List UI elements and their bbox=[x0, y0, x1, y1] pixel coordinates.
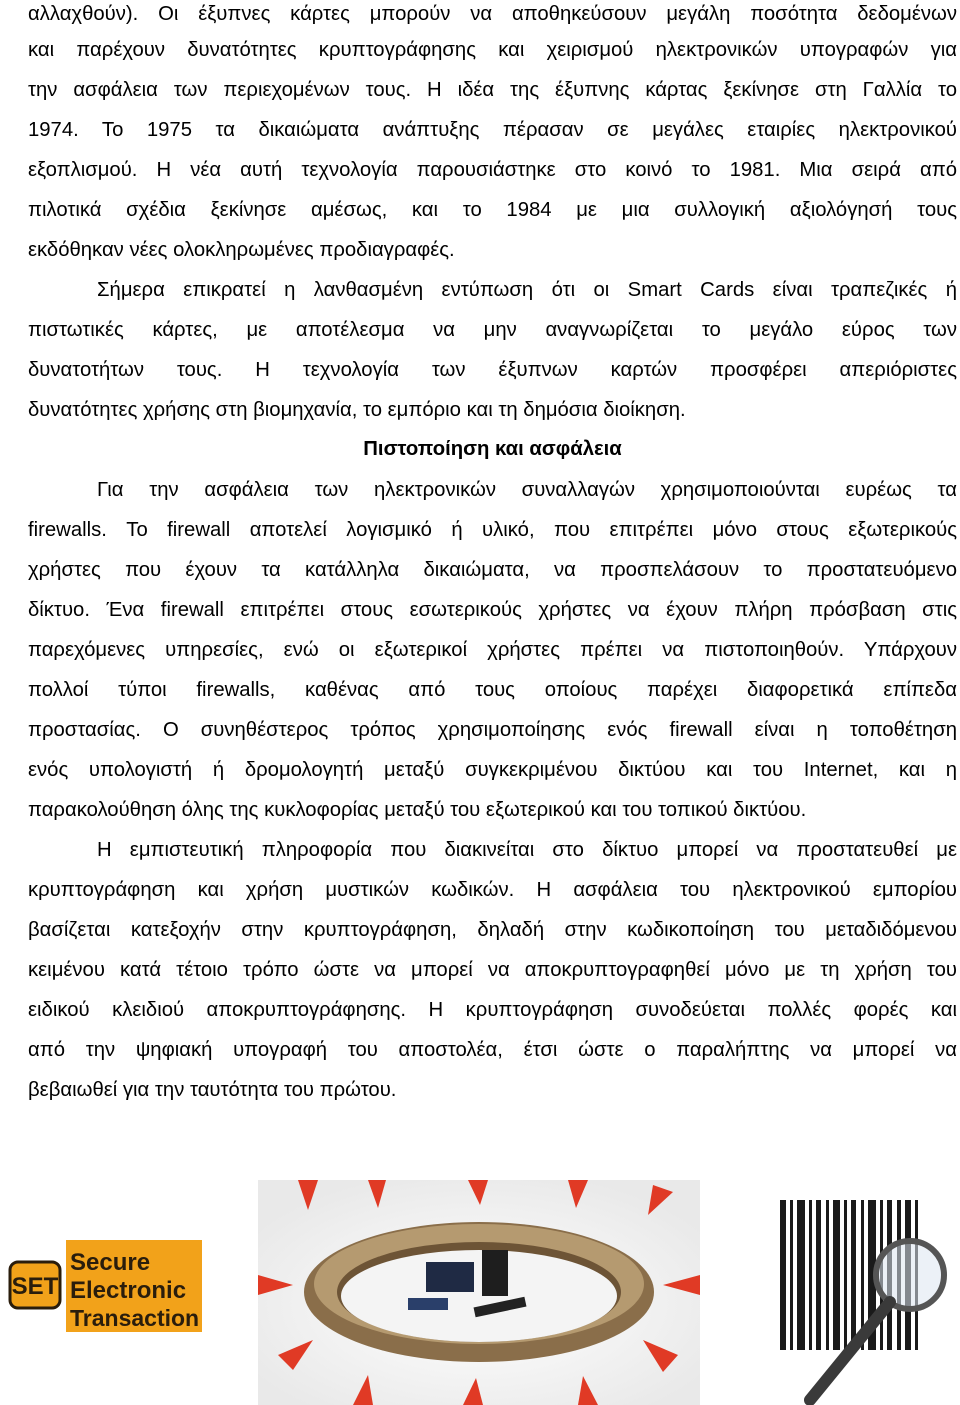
text-line: 1974. Το 1975 τα δικαιώματα ανάπτυξης πέρασαν σε μεγάλες εταιρίες ηλεκτρονικού bbox=[28, 119, 957, 141]
text-line: δυνατότητες χρήσης στη βιομηχανία, το εμπόριο και τη δημόσια διοίκηση. bbox=[28, 399, 686, 421]
text-line: εξοπλισμού. Η νέα αυτή τεχνολογία παρουσιάστηκε στο κοινό το 1981. Μια σειρά από bbox=[28, 159, 957, 181]
text-line: πιλοτικά σχέδια ξεκίνησε αμέσως, και το 1984 με μια συλλογική αξιολόγησή τους bbox=[28, 199, 957, 221]
set-line-transaction: Transaction bbox=[70, 1305, 200, 1331]
text-line: την ασφάλεια των περιεχομένων τους. Η ιδέα της έξυπνης κάρτας ξεκίνησε στη Γαλλία το bbox=[28, 79, 957, 101]
set-logo-image bbox=[6, 1240, 202, 1332]
text-line: Σήμερα επικρατεί η λανθασμένη εντύπωση ότι οι Smart Cards είναι τραπεζικές ή bbox=[97, 279, 957, 301]
text-line: Η εμπιστευτική πληροφορία που διακινείται στο δίκτυο μπορεί να προστατευθεί με bbox=[97, 839, 957, 861]
text-line: εκδόθηκαν νέες ολοκληρωμένες προδιαγραφές. bbox=[28, 239, 455, 261]
text-line: Για την ασφάλεια των ηλεκτρονικών συναλλαγών χρησιμοποιούνται ευρέως τα bbox=[97, 479, 957, 501]
text-line: βασίζεται κατεξοχήν στην κρυπτογράφηση, δηλαδή στην κωδικοποίηση του μεταδιδόμενου bbox=[28, 919, 957, 941]
text-line: firewalls. Το firewall αποτελεί λογισμικό ή υλικό, που επιτρέπει μόνο στους εξωτερικούς bbox=[28, 519, 957, 541]
text-line: βεβαιωθεί για την ταυτότητα του πρώτου. bbox=[28, 1079, 397, 1101]
text-line: δίκτυο. Ένα firewall επιτρέπει στους εσωτερικούς χρήστες να έχουν πλήρη πρόσβαση στις bbox=[28, 599, 957, 621]
text-line: κειμένου κατά τέτοιο τρόπο ώστε να μπορεί να αποκρυπτογραφηθεί μόνο με τη χρήση του bbox=[28, 959, 957, 981]
text-line: παρακολούθηση όλης της κυκλοφορίας μεταξύ του εξωτερικού και του τοπικού δικτύου. bbox=[28, 799, 807, 821]
text-line: κρυπτογράφηση και χρήση μυστικών κωδικών. Η ασφάλεια του ηλεκτρονικού εμπορίου bbox=[28, 879, 957, 901]
set-line-secure: Secure bbox=[70, 1249, 151, 1276]
set-initials: SET bbox=[11, 1273, 59, 1300]
barcode-icon bbox=[740, 1200, 960, 1405]
text-line: προστασίας. Ο συνηθέστερος τρόπος χρησιμοποίησης ενός firewall είναι η τοποθέτηση bbox=[28, 719, 957, 741]
set-line-electronic: Electronic bbox=[70, 1277, 187, 1304]
section-heading: Πιστοποίηση και ασφάλεια bbox=[363, 438, 622, 460]
text-line: παρεχόμενες υπηρεσίες, ενώ οι εξωτερικοί χρήστες πρέπει να πιστοποιηθούν. Υπάρχουν bbox=[28, 639, 957, 661]
text-line: δυνατοτήτων τους. Η τεχνολογία των έξυπνων καρτών προσφέρει απεριόριστες bbox=[28, 359, 957, 381]
firewall-ring-icon bbox=[258, 1180, 700, 1405]
text-line: χρήστες που έχουν τα κατάλληλα δικαιώματα, να προσπελάσουν το προστατευόμενο bbox=[28, 559, 957, 581]
text-line: από την ψηφιακή υπογραφή του αποστολέα, έτσι ώστε ο παραλήπτης να μπορεί να bbox=[28, 1039, 957, 1061]
text-line: πιστωτικές κάρτες, με αποτέλεσμα να μην αναγνωρίζεται το μεγάλο εύρος των bbox=[28, 319, 957, 341]
text-line: ειδικού κλειδιού αποκρυπτογράφησης. Η κρυπτογράφηση συνοδεύεται πολλές φορές και bbox=[28, 999, 957, 1021]
text-line: ενός υπολογιστή ή δρομολογητή μεταξύ συγκεκριμένου δικτύου και του Internet, και η bbox=[28, 759, 957, 781]
text-line: και παρέχουν δυνατότητες κρυπτογράφησης και χειρισμού ηλεκτρονικών υπογραφών για bbox=[28, 39, 957, 61]
illustrations-row bbox=[0, 1150, 960, 1405]
text-line: αλλαχθούν). Οι έξυπνες κάρτες μπορούν να αποθηκεύσουν μεγάλη ποσότητα δεδομένων bbox=[28, 3, 957, 25]
text-line: πολλοί τύποι firewalls, καθένας από τους οποίους παρέχει διαφορετικά επίπεδα bbox=[28, 679, 957, 701]
